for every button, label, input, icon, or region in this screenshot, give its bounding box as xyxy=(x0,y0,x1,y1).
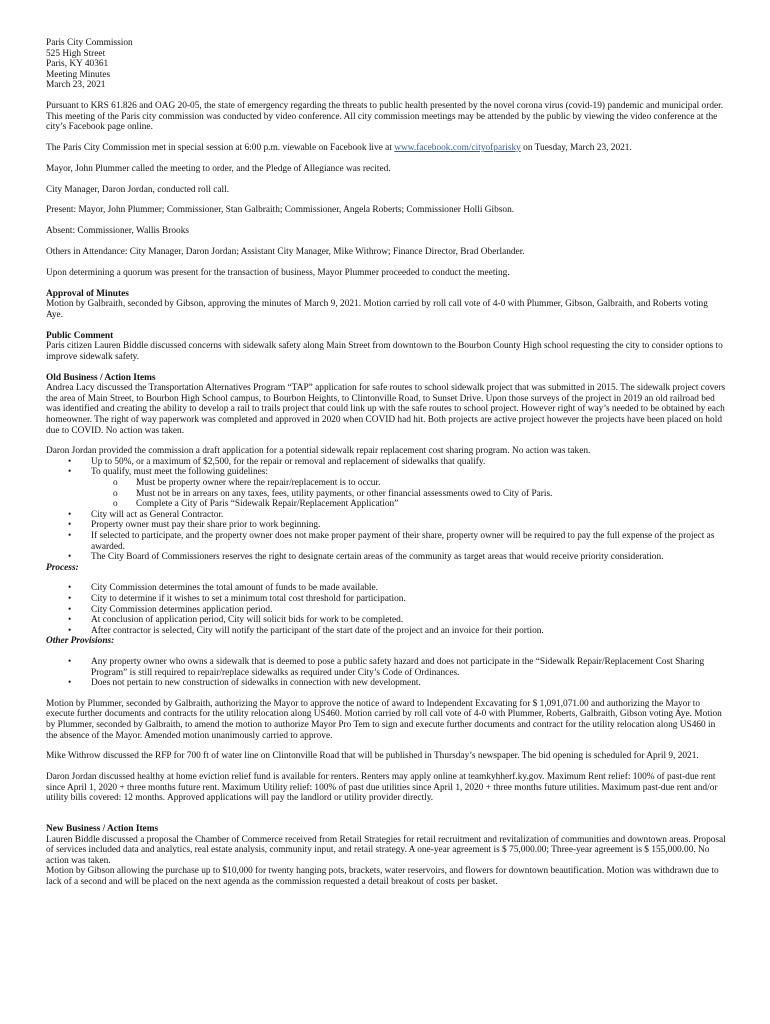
city-address: Paris, KY 40361 xyxy=(46,59,109,70)
gibson-motion: Motion by Gibson allowing the purchase up to $10,000 for twenty hanging pots, brackets, water reservoirs, and flowers for downtown beautification. Motion was withdrawn due to lack of a second and will be placed on the next agenda as the commission requested a detail breakout of costs per basket. xyxy=(46,866,719,888)
meeting-date: March 23, 2021 xyxy=(46,80,106,91)
public-comment-section xyxy=(46,331,726,363)
public-comment-text: Paris citizen Lauren Biddle discussed concerns with sidewalk safety along Main Street from downtown to the Bourbon County High school requesting the city to consider options to improve sidewalk safety. xyxy=(46,341,723,362)
tap-paragraph: Andrea Lacy discussed the Transportation Alternatives Program “TAP” application for safe routes to school sidewalk project that was submitted in 2015. The sidewalk project covers the area of Main Street, to Bourbon High School campus, to Bourbon Heights, to Clintonville Road, to Sunset Drive. Upon those surveys of the project in 2019 an old railroad bed was identified and creating the ability to develop a rail to trails project that could link up with the safe routes to school project. However right of way’s needed to be obtained by each homeowner. The right of way paperwork was completed and approved in 2020 when COVID had hit. Both projects are active project however the projects have been placed on hold due to COVID. No action was taken. xyxy=(46,383,726,436)
approval-section xyxy=(46,289,726,321)
approval-heading: Approval of Minutes xyxy=(46,288,129,299)
process-list xyxy=(46,583,726,636)
session-text-before: The Paris City Commission met in special session at 6:00 p.m. viewable on Facebook live at xyxy=(46,143,395,154)
list-item: • Any property owner who owns a sidewalk that is deemed to pose a public safety hazard and does not participate in the “Sidewalk Repair/Replacement Cost Sharing Program” is still required to repair/replace sidewalks as required under City’s Code of Ordinances. xyxy=(46,657,726,678)
new-business-section xyxy=(46,824,726,888)
list-item: • City will act as General Contractor. xyxy=(46,510,726,521)
present-list: Present: Mayor, John Plummer; Commissioner, Stan Galbraith; Commissioner, Angela Roberts; Commissioner Holli Gibson. xyxy=(46,205,515,216)
street-address: 525 High Street xyxy=(46,48,106,59)
draft-paragraph: Daron Jordan provided the commission a draft application for a potential sidewalk repair replacement cost sharing program. No action was taken. xyxy=(46,446,591,457)
absent-list: Absent: Commissioner, Wallis Brooks xyxy=(46,226,190,237)
other-provisions-list xyxy=(46,657,726,689)
intro-paragraph: Pursuant to KRS 61.826 and OAG 20-05, the state of emergency regarding the threats to public health presented by the novel corona virus (covid-19) pandemic and municipal order. This meeting of the Paris city commission was conducted by video conference. All city commission meetings may be attended by the public by viewing the video conference at the city’s Facebook page online. xyxy=(46,101,724,133)
list-item: • The City Board of Commissioners reserves the right to designate certain areas of the community as target areas that would receive priority consideration. xyxy=(46,552,726,563)
list-item: • City Commission determines application period. xyxy=(46,605,726,616)
terms-list xyxy=(46,510,726,563)
list-item: • If selected to participate, and the property owner does not make proper payment of their share, property owner will be required to pay the full expense of the project as awarded. xyxy=(46,531,726,552)
list-item: • City Commission determines the total amount of funds to be made available. xyxy=(46,583,726,594)
list-item: • Does not pertain to new construction of sidewalks in connection with new development. xyxy=(46,678,726,689)
others-attendance: Others in Attendance: City Manager, Daron Jordan; Assistant City Manager, Mike Withrow; Finance Director, Brad Oberlander. xyxy=(46,247,525,258)
facebook-link[interactable]: www.facebook.com/cityofparisky xyxy=(394,143,521,154)
us460-motion: Motion by Plummer, seconded by Galbraith, authorizing the Mayor to approve the notice of award to Independent Excavating for $ 1,091,071.00 and authorizing the Mayor to execute further documents and contracts for the utility relocation along US460. Motion carried by roll call vote of 4-0 with Plummer, Roberts, Galbraith, Gibson voting Aye. Motion by Plummer, seconded by Galbraith, to amend the motion to authorize Mayor Pro Tem to sign and execute further documents and contract for the utility relocation along US460 in the absence of the Mayor. Amended motion unanimously carried to approve. xyxy=(46,698,722,741)
minutes-page xyxy=(46,38,726,888)
quorum-statement: Upon determining a quorum was present for the transaction of business, Mayor Plummer proceeded to conduct the meeting. xyxy=(46,267,510,278)
list-item: o Must not be in arrears on any taxes, fees, utility payments, or other financial assessments owed to City of Paris. xyxy=(91,489,726,500)
list-item: • City to determine if it wishes to set a minimum total cost threshold for participation. xyxy=(46,594,726,605)
session-paragraph xyxy=(46,143,726,154)
other-provisions-heading: Other Provisions: xyxy=(46,636,115,647)
old-business-section xyxy=(46,373,726,437)
roll-call: City Manager, Daron Jordan, conducted roll call. xyxy=(46,184,230,195)
list-item: • Property owner must pay their share prior to work beginning. xyxy=(46,520,726,531)
process-heading: Process: xyxy=(46,562,79,573)
guidelines-list xyxy=(46,457,726,478)
withrow-rfp: Mike Withrow discussed the RFP for 700 ft of water line on Clintonville Road that will be published in Thursday’s newspaper. The bid opening is scheduled for April 9, 2021. xyxy=(46,751,699,762)
list-item: o Must be property owner where the repair/replacement is to occur. xyxy=(91,478,726,489)
list-item: o Complete a City of Paris “Sidewalk Repair/Replacement Application” xyxy=(91,499,726,510)
approval-text: Motion by Galbraith, seconded by Gibson, approving the minutes of March 9, 2021. Motion carried by roll call vote of 4-0 with Plummer, Gibson, Galbraith, and Roberts voting Aye. xyxy=(46,299,708,320)
letterhead xyxy=(46,38,726,91)
guidelines-sublist xyxy=(46,478,726,510)
new-business-heading: New Business / Action Items xyxy=(46,824,159,835)
list-item: • After contractor is selected, City will notify the participant of the start date of the project and an invoice for their portion. xyxy=(46,626,726,637)
list-item: • To qualify, must meet the following guidelines: xyxy=(46,467,726,478)
org-name: Paris City Commission xyxy=(46,38,133,48)
doc-type: Meeting Minutes xyxy=(46,69,111,80)
list-item: • At conclusion of application period, City will solicit bids for work to be completed. xyxy=(46,615,726,626)
eviction-relief: Daron Jordan discussed healthy at home eviction relief fund is available for renters. Renters may apply online at teamkyhherf.ky.gov. Maximum Rent relief: 100% of past-due rent since April 1, 2020 + three months future rent. Maximum Utility relief: 100% of past due utilities since April 1, 2020 + three months future utilities. Maximum past-due rent and/or utility bills covered: 12 months. Approved applications will pay the landlord or utility provider directly. xyxy=(46,772,718,804)
biddle-proposal: Lauren Biddle discussed a proposal the Chamber of Commerce received from Retail Strategies for retail recruitment and revitalization of communities and downtown areas. Proposal of services included data and analytics, real estate analysis, community input, and retail strategy. A one-year agreement is $ 75,000.00; Three-year agreement is $ 155,000.00. No action was taken. xyxy=(46,834,726,866)
session-text-after: on Tuesday, March 23, 2021. xyxy=(520,143,632,154)
public-comment-heading: Public Comment xyxy=(46,330,114,341)
list-item: • Up to 50%, or a maximum of $2,500, for the repair or removal and replacement of sidewalks that qualify. xyxy=(46,457,726,468)
old-business-heading: Old Business / Action Items xyxy=(46,372,156,383)
call-to-order: Mayor, John Plummer called the meeting to order, and the Pledge of Allegiance was recited. xyxy=(46,163,391,174)
